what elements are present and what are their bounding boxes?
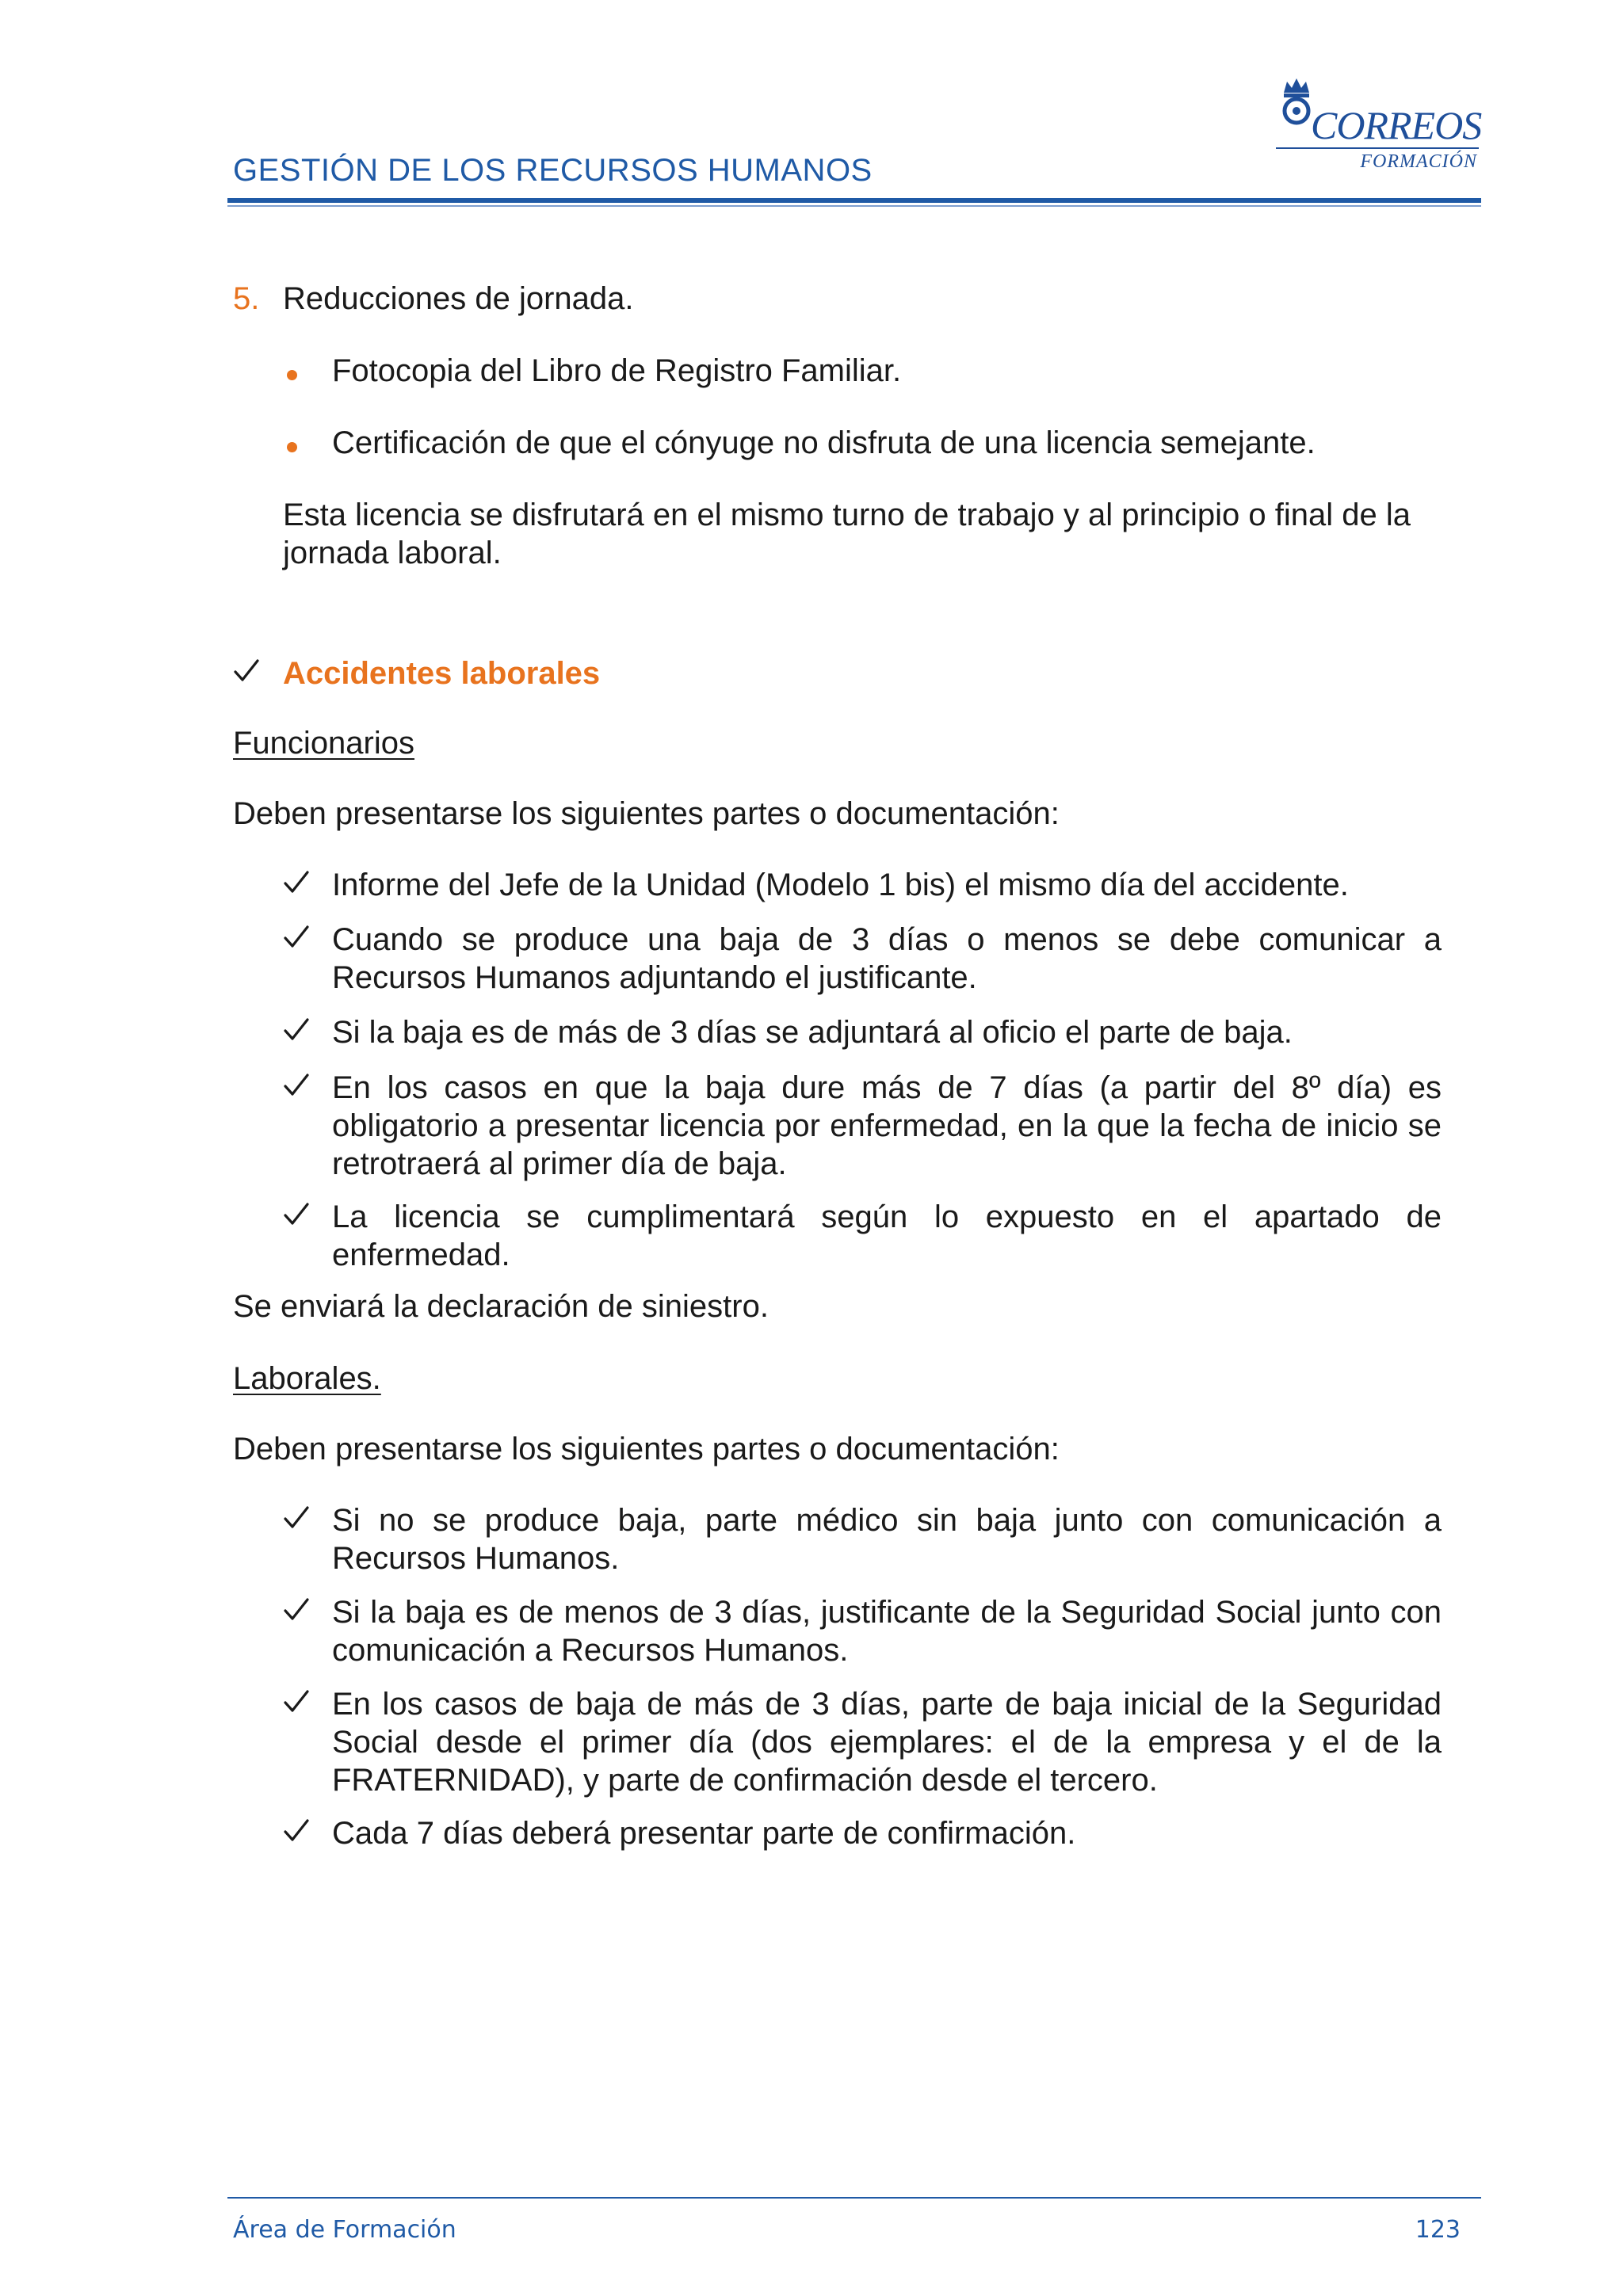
checkmark-icon	[233, 658, 260, 685]
header-rule	[227, 198, 1481, 203]
item-5-text: Reducciones de jornada.	[283, 281, 634, 316]
bullet-item: Fotocopia del Libro de Registro Familiar.	[332, 353, 902, 388]
item-number: 5.	[233, 281, 260, 316]
subsection-label-funcionarios: Funcionarios	[233, 726, 415, 761]
bullet-icon	[287, 370, 297, 380]
list-item: En los casos de baja de más de 3 días, parte de baja inicial de la Seguridad Social desde el primer día (dos ejemplares: el de la empresa y el de la FRATERNIDAD), y parte de confirmación desde el tercero.	[332, 1687, 1442, 1798]
footer-rule	[227, 2197, 1481, 2199]
list-item: Si no se produce baja, parte médico sin baja junto con comunicación a Recursos Humanos.	[332, 1503, 1442, 1576]
checkmark-icon	[283, 924, 310, 951]
bullet-icon	[287, 442, 297, 452]
logo-divider	[1276, 147, 1479, 149]
list-item: Si la baja es de más de 3 días se adjuntará al oficio el parte de baja.	[332, 1015, 1293, 1050]
logo-subtitle: FORMACIÓN	[1360, 151, 1477, 172]
list-item: Cuando se produce una baja de 3 días o menos se debe comunicar a Recursos Humanos adjuntando el justificante.	[332, 922, 1442, 995]
footer-label: Área de Formación	[233, 2216, 456, 2244]
intro-text: Deben presentarse los siguientes partes o documentación:	[233, 1432, 1060, 1466]
checkmark-icon	[283, 1201, 310, 1228]
logo-wordmark: CORREOS	[1311, 103, 1482, 147]
list-item: Cada 7 días deberá presentar parte de confirmación.	[332, 1816, 1076, 1851]
checkmark-icon	[283, 869, 310, 896]
checkmark-icon	[283, 1817, 310, 1844]
checkmark-icon	[283, 1596, 310, 1623]
page-number: 123	[1415, 2216, 1461, 2244]
checkmark-icon	[283, 1016, 310, 1043]
list-item: En los casos en que la baja dure más de 7 días (a partir del 8º día) es obligatorio a presentar licencia por enfermedad, en la que la fecha de inicio se retrotraerá al primer día de baja.	[332, 1070, 1442, 1181]
checkmark-icon	[283, 1072, 310, 1099]
header-rule-thin	[227, 205, 1481, 207]
list-item: Si la baja es de menos de 3 días, justificante de la Seguridad Social junto con comunicación a Recursos Humanos.	[332, 1595, 1442, 1668]
closing-text: Se enviará la declaración de siniestro.	[233, 1289, 769, 1324]
checkmark-icon	[283, 1505, 310, 1531]
header-title: GESTIÓN DE LOS RECURSOS HUMANOS	[233, 153, 873, 188]
bullet-item: Certificación de que el cónyuge no disfruta de una licencia semejante.	[332, 425, 1316, 460]
item-5-note: Esta licencia se disfrutará en el mismo turno de trabajo y al principio o final de la jornada laboral.	[283, 498, 1411, 570]
list-item: La licencia se cumplimentará según lo expuesto en el apartado de enfermedad.	[332, 1199, 1442, 1272]
list-item: Informe del Jefe de la Unidad (Modelo 1 bis) el mismo día del accidente.	[332, 868, 1349, 902]
intro-text: Deben presentarse los siguientes partes o documentación:	[233, 796, 1060, 831]
section-heading: Accidentes laborales	[283, 656, 601, 691]
correos-logo	[1273, 75, 1480, 174]
subsection-label-laborales: Laborales.	[233, 1361, 381, 1396]
checkmark-icon	[283, 1688, 310, 1715]
